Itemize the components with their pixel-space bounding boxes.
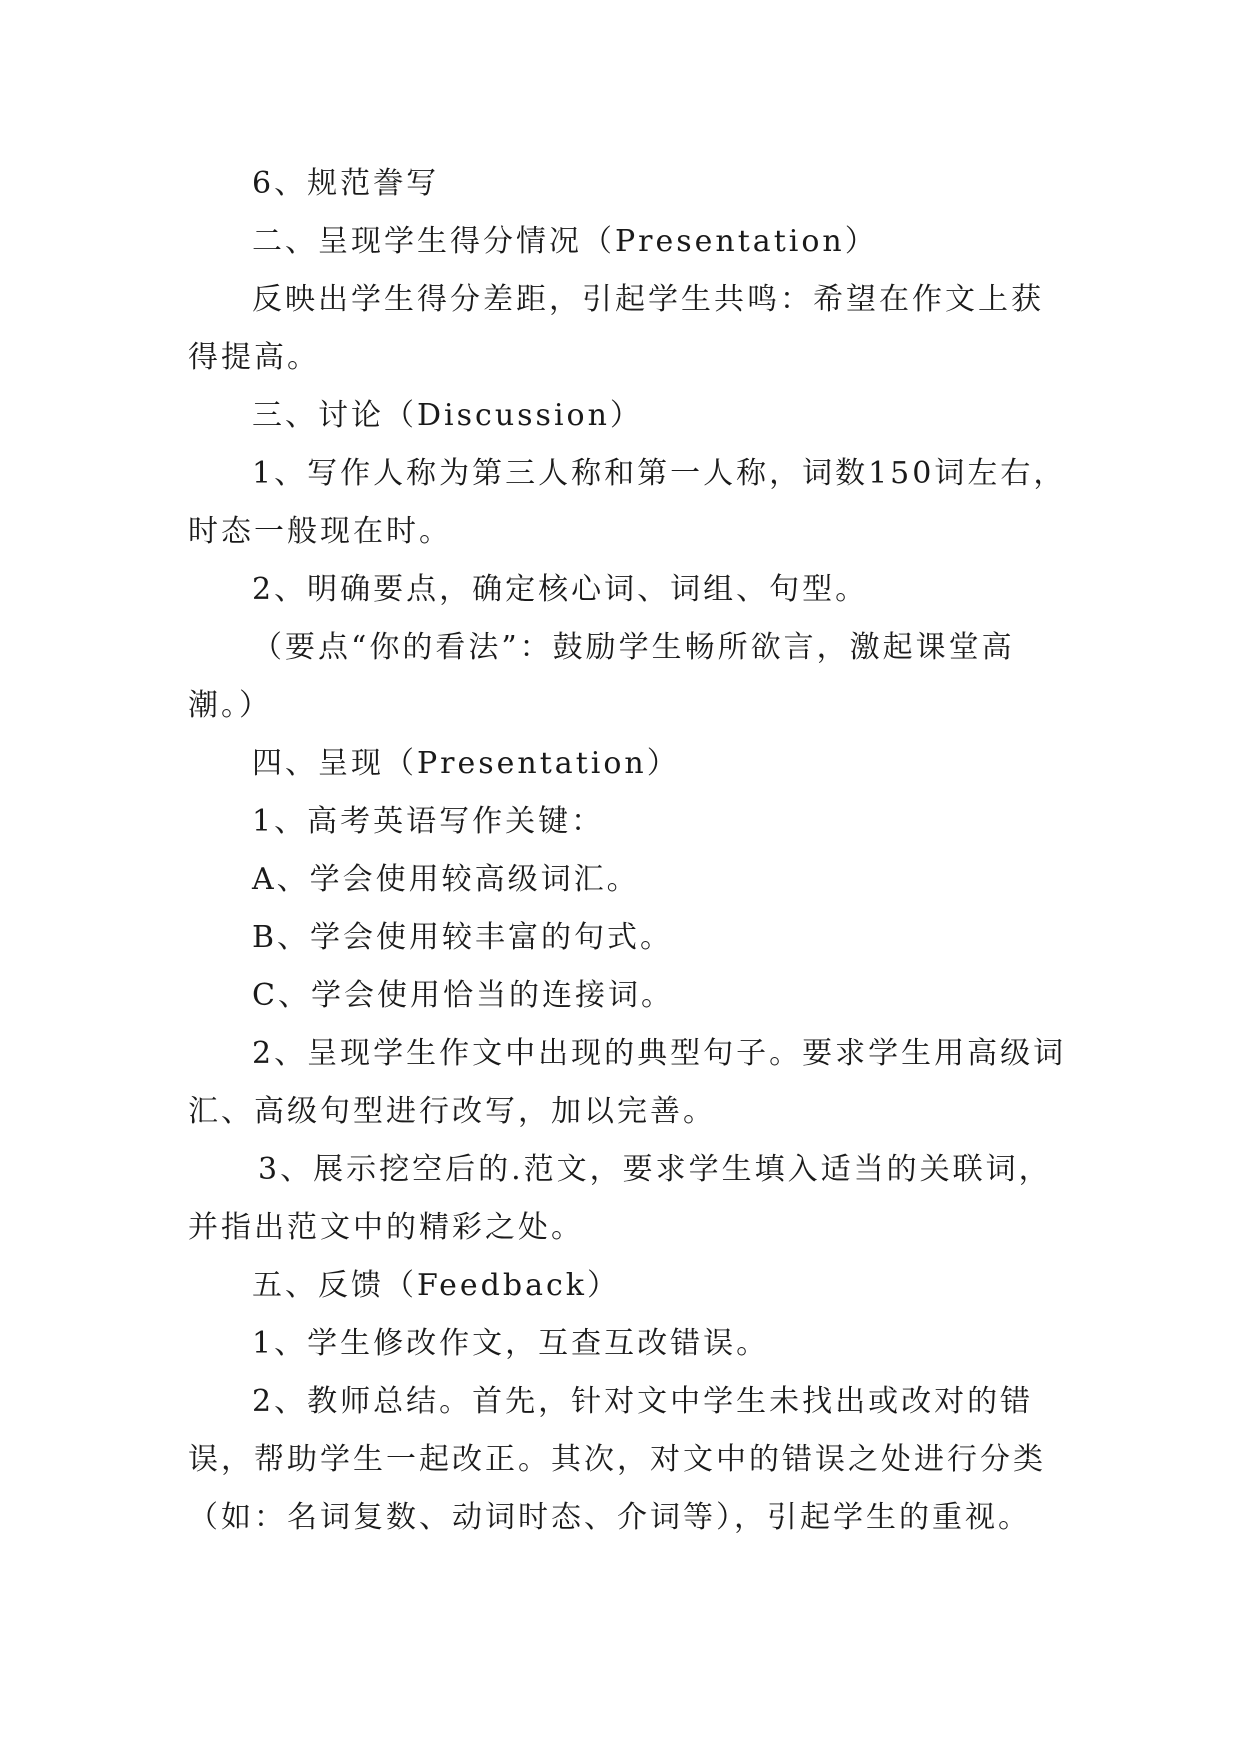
paragraph-feedback-2: 2、教师总结。首先，针对文中学生未找出或改对的错误，帮助学生一起改正。其次，对文中的错误之处进行分类（如：名词复数、动词时态、介词等），引起学生的重视。 [188, 1384, 1046, 1535]
paragraph-discussion-2: 2、明确要点，确定核心词、词组、句型。 [252, 572, 869, 607]
section-heading-discussion: 三、讨论（Discussion） [252, 398, 643, 433]
document-body [188, 155, 1068, 1547]
paragraph-presentation-2: 2、呈现学生作文中出现的典型句子。要求学生用高级词汇、高级句型进行改写，加以完善。 [188, 1036, 1067, 1129]
paragraph-presentation-b: B、学会使用较丰富的句式。 [252, 920, 674, 955]
section-heading-presentation: 四、呈现（Presentation） [252, 746, 680, 781]
paragraph-score-gap: 反映出学生得分差距，引起学生共鸣：希望在作文上获得提高。 [188, 282, 1044, 375]
paragraph-feedback-1: 1、学生修改作文，互查互改错误。 [252, 1326, 770, 1361]
paragraph-presentation-a: A、学会使用较高级词汇。 [252, 862, 640, 897]
paragraph-discussion-1: 1、写作人称为第三人称和第一人称，词数150词左右，时态一般现在时。 [188, 456, 1067, 549]
paragraph-step-6: 6、规范誊写 [252, 166, 440, 201]
paragraph-presentation-3: 3、展示挖空后的.范文，要求学生填入适当的关联词，并指出范文中的精彩之处。 [188, 1152, 1052, 1245]
paragraph-presentation-c: C、学会使用恰当的连接词。 [252, 978, 674, 1013]
section-heading-presentation-scores: 二、呈现学生得分情况（Presentation） [252, 224, 878, 259]
paragraph-presentation-1: 1、高考英语写作关键： [252, 804, 605, 839]
section-heading-feedback: 五、反馈（Feedback） [252, 1268, 620, 1303]
paragraph-discussion-note: （要点“你的看法”：鼓励学生畅所欲言，激起课堂高潮。） [188, 630, 1015, 723]
